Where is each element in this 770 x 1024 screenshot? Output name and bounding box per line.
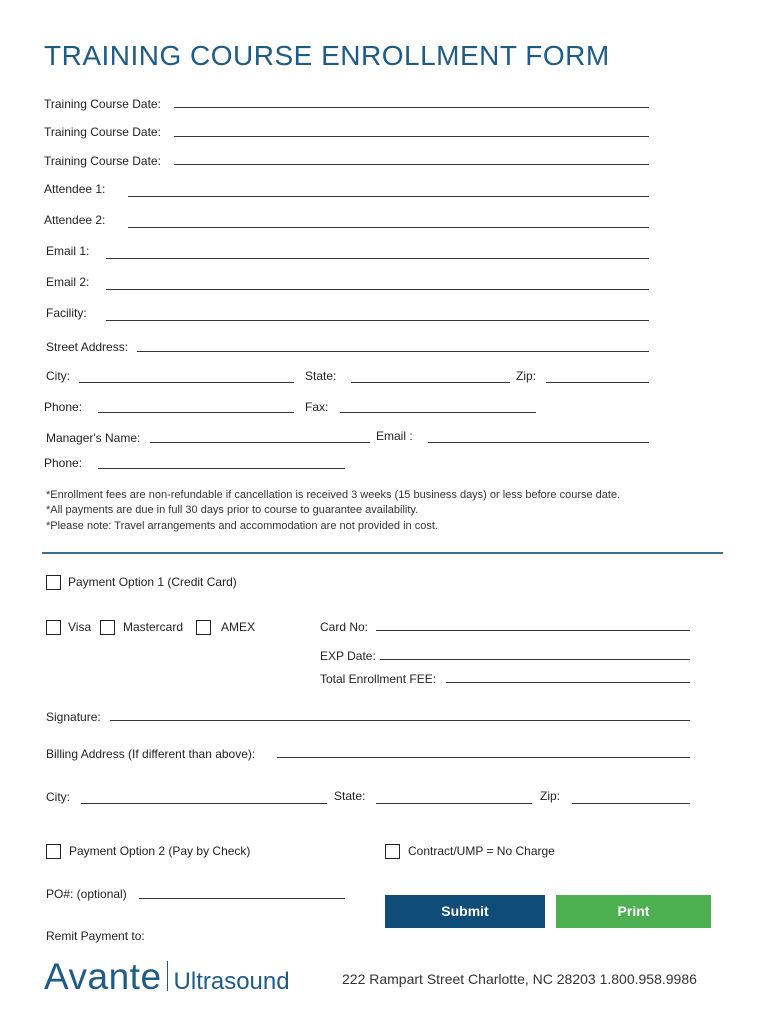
mastercard-label: Mastercard [123, 620, 184, 634]
attendee-2-label: Attendee 2: [44, 213, 106, 227]
po-label: PO#: (optional) [46, 887, 127, 901]
email-2-field[interactable] [106, 289, 649, 290]
manager-phone-label: Phone: [44, 456, 83, 470]
exp-date-label: EXP Date: [320, 649, 376, 663]
payment-option-1-checkbox[interactable] [46, 575, 61, 590]
course-date-3-label: Training Course Date: [44, 154, 161, 168]
note-payment-due: *All payments are due in full 30 days prior to course to guarantee availability. [46, 504, 419, 516]
attendee-1-label: Attendee 1: [44, 182, 106, 196]
section-divider [42, 552, 723, 554]
logo-sub-text: Ultrasound [173, 968, 290, 995]
amex-checkbox[interactable] [196, 620, 211, 635]
mastercard-checkbox[interactable] [100, 620, 115, 635]
street-address-field[interactable] [137, 351, 649, 352]
manager-name-label: Manager's Name: [46, 431, 141, 445]
facility-field[interactable] [106, 320, 649, 321]
billing-zip-label: Zip: [540, 789, 561, 803]
visa-label: Visa [68, 620, 92, 634]
zip-field[interactable] [546, 382, 649, 383]
contract-label: Contract/UMP = No Charge [408, 844, 555, 858]
card-no-label: Card No: [320, 620, 369, 634]
fax-label: Fax: [305, 400, 329, 414]
attendee-2-field[interactable] [128, 227, 649, 228]
email-1-label: Email 1: [46, 244, 90, 258]
email-2-label: Email 2: [46, 275, 90, 289]
billing-city-label: City: [46, 790, 70, 804]
course-date-2-field[interactable] [174, 136, 649, 137]
logo-divider [167, 961, 168, 991]
avante-logo [44, 956, 290, 998]
billing-state-field[interactable] [376, 803, 532, 804]
footer-address: 222 Rampart Street Charlotte, NC 28203 1.800.958.9986 [342, 971, 697, 987]
course-date-1-field[interactable] [174, 107, 649, 108]
manager-email-label: Email : [376, 429, 413, 443]
facility-label: Facility: [46, 306, 87, 320]
signature-label: Signature: [46, 710, 101, 724]
phone-label: Phone: [44, 400, 83, 414]
city-label: City: [46, 369, 70, 383]
total-fee-label: Total Enrollment FEE: [320, 672, 437, 686]
billing-city-field[interactable] [81, 803, 327, 804]
payment-option-2-label: Payment Option 2 (Pay by Check) [69, 844, 251, 858]
billing-state-label: State: [334, 789, 366, 803]
manager-email-field[interactable] [428, 442, 649, 443]
note-travel: *Please note: Travel arrangements and accommodation are not provided in cost. [46, 520, 438, 532]
logo-main-text: Avante [44, 956, 162, 997]
fax-field[interactable] [340, 412, 536, 413]
state-label: State: [305, 369, 337, 383]
billing-address-label: Billing Address (If different than above): [46, 747, 256, 761]
course-date-1-label: Training Course Date: [44, 97, 161, 111]
payment-option-1-label: Payment Option 1 (Credit Card) [68, 575, 237, 589]
state-field[interactable] [351, 382, 510, 383]
city-field[interactable] [79, 382, 294, 383]
visa-checkbox[interactable] [46, 620, 61, 635]
form-title: TRAINING COURSE ENROLLMENT FORM [44, 40, 610, 71]
street-address-label: Street Address: [46, 340, 129, 354]
billing-zip-field[interactable] [572, 803, 690, 804]
billing-address-field[interactable] [277, 757, 690, 758]
course-date-3-field[interactable] [174, 164, 649, 165]
manager-phone-field[interactable] [98, 468, 345, 469]
payment-option-2-checkbox[interactable] [46, 844, 61, 859]
contract-checkbox[interactable] [385, 844, 400, 859]
po-field[interactable] [139, 898, 345, 899]
card-no-field[interactable] [376, 630, 690, 631]
submit-button[interactable]: Submit [385, 895, 545, 928]
amex-label: AMEX [221, 620, 256, 634]
phone-field[interactable] [98, 412, 294, 413]
signature-field[interactable] [110, 720, 690, 721]
total-fee-field[interactable] [446, 682, 690, 683]
email-1-field[interactable] [106, 258, 649, 259]
print-button[interactable]: Print [556, 895, 711, 928]
zip-label: Zip: [516, 369, 537, 383]
course-date-2-label: Training Course Date: [44, 125, 161, 139]
manager-name-field[interactable] [150, 442, 370, 443]
exp-date-field[interactable] [380, 659, 690, 660]
remit-label: Remit Payment to: [46, 929, 145, 943]
note-refund: *Enrollment fees are non-refundable if cancellation is received 3 weeks (15 business days) or less before course date. [46, 489, 621, 501]
attendee-1-field[interactable] [128, 196, 649, 197]
